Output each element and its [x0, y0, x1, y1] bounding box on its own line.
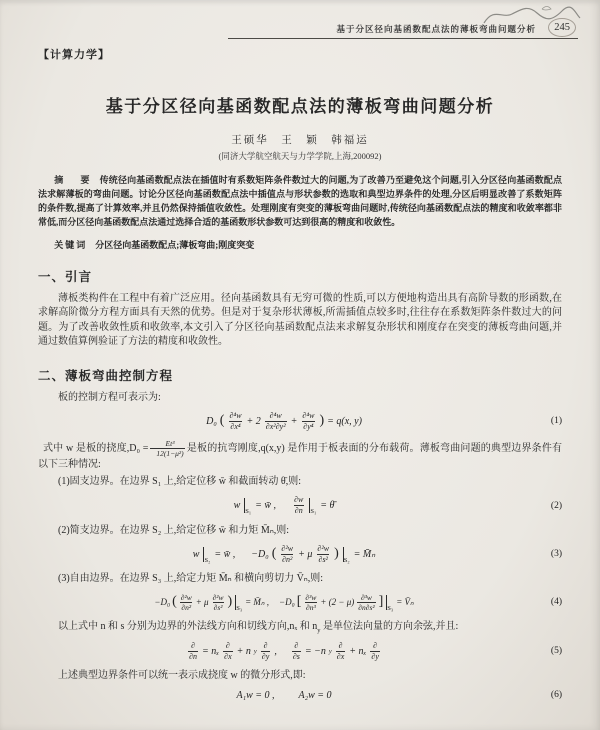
evaluated-at-bar: S₃ [386, 595, 393, 610]
fraction: $\frac{\partial w}{\partial n}$ [294, 495, 304, 516]
abstract-label: 摘 要 [54, 175, 94, 185]
equation-2: w $_{S_1}$ = w̄ , $\frac{\partial w}{\partial n}$ $_{S_1}$ = θ̄ (2) [233, 495, 562, 516]
field-label: 【计算力学】 [38, 49, 110, 61]
fraction: $\frac{\text{∂³w}}{\text{∂n³}}$ [305, 592, 317, 612]
authors: 王硕华 王 颖 韩福运 [231, 135, 369, 146]
paragraph-after-eq1: 式中 w 是板的挠度,D₀ = $\frac{\text{Et³}}{\text{12(1−μ²)}}$ 是板的抗弯刚度,q(x,y) 是作用于板表面的分布载荷。薄板弯曲问题的典型边界条件有以下三种情况: [38, 439, 562, 471]
open-paren: ( [271, 546, 277, 562]
section-2-intro: 板的控制方程可表示为: [58, 391, 161, 403]
fraction: $\frac{\text{∂²w}}{\text{∂s²}}$ [212, 592, 224, 612]
equation-number: (3) [550, 549, 562, 560]
boundary-condition-3: (3)自由边界。在边界 S₃ 上,给定力矩 M̄ₙ 和横向剪切力 V̄ₙ,则: [58, 573, 324, 585]
fraction: $\frac{\partial}{\partial y}$ [371, 641, 379, 661]
running-head: 基于分区径向基函数配点法的薄板弯曲问题分析 [336, 24, 536, 34]
fraction: $\frac{\text{∂⁴w}}{\text{∂x²∂y²}}$ [265, 411, 286, 431]
evaluated-at-bar: S₁ [309, 498, 316, 513]
equation-number: (1) [550, 416, 562, 427]
close-paren: ) [227, 594, 233, 610]
affiliation: (同济大学航空航天与力学学院,上海,200092) [218, 151, 382, 161]
fraction: $\frac{\partial}{\partial x}$ [336, 641, 345, 661]
evaluated-at-bar: S₂ [343, 547, 350, 562]
equation-4: −D₀ ( $\frac{\text{∂²w}}{\text{∂n²}}$ + μ $\frac{\text{∂²w}}{\text{∂s²}}$ ) $_{S_3}$ = M̄ₙ , −D₀ [ $\frac{\text{∂³w}}{\text{∂n³}}$ + (2 − μ) $\frac{\text{∂³w}}{\text{∂n∂s²}}$ ] $_{S_3}$ = V̄ₙ (4) [154, 592, 562, 612]
keywords-text: 分区径向基函数配点;薄板弯曲;刚度突变 [95, 239, 255, 250]
open-paren: ( [172, 594, 177, 610]
equation-number: (5) [550, 646, 562, 657]
close-paren: ) [334, 546, 339, 562]
open-paren: ( [219, 413, 225, 429]
equation-6: A₁w = 0 , A₂w = 0 (6) [236, 689, 562, 701]
abstract-text: 传统径向基函数配点法在插值时有系数矩阵条件数过大的问题,为了改善乃至避免这个问题,引入分区径向基函数配点法求解薄板的弯曲问题。讨论分区径向基函数配点法中插值点与形状参数的选取和典型边界条件的处理,分区后明显改善了系数矩阵的条件数,提高了计算效率,并且仍然保持插值收敛性。处理刚度有突变的薄板弯曲问题时,传统径向基函数配点法的精度和收敛率都非常低,而分区径向基函数配点法通过选择合适的基函数形状参数可达到很高的精度和收敛性。 [38, 175, 562, 227]
fraction: $\frac{\partial}{\partial n}$ [189, 641, 198, 661]
boundary-condition-2: (2)简支边界。在边界 S₂ 上,给定位移 w̄ 和力矩 M̄ₙ,则: [58, 524, 290, 536]
section-1-heading: 一、引言 [38, 269, 93, 284]
evaluated-at-bar: S₃ [235, 595, 242, 610]
abstract [38, 174, 562, 230]
inline-fraction: $\frac{\text{Et³}}{\text{12(1−μ²)}}$ [150, 439, 184, 458]
boundary-condition-1: (1)固支边界。在边界 S₁ 上,给定位移 w̄ 和截面转动 θ̄,则: [58, 475, 301, 487]
section-2-heading: 二、薄板弯曲控制方程 [38, 368, 174, 383]
fraction: $\frac{\text{∂²w}}{\text{∂n²}}$ [180, 592, 192, 612]
article-title: 基于分区径向基函数配点法的薄板弯曲问题分析 [105, 97, 495, 116]
fraction: $\frac{\partial}{\partial y}$ [261, 641, 270, 661]
fraction: $\frac{\text{∂²w}}{\text{∂n²}}$ [281, 544, 294, 564]
fraction: $\frac{\text{∂⁴w}}{\text{∂y⁴}}$ [302, 411, 315, 431]
fraction: $\frac{\partial}{\partial x}$ [224, 641, 232, 661]
equation-5: $\frac{\partial}{\partial n}$ = nₓ $\frac{\partial}{\partial x}$ + n y $\frac{\partial}{\partial y}$ , $\frac{\partial}{\partial s}$ = −n y $\frac{\partial}{\partial x}$ + nₓ $\frac{\partial}{\partial y}$ (5) [189, 641, 562, 661]
keywords [38, 238, 562, 251]
page-number: 245 [548, 18, 576, 37]
close-paren: ) [319, 413, 325, 429]
keywords-label: 关键词 [54, 239, 88, 250]
fraction: $\frac{\text{∂³w}}{\text{∂n∂s²}}$ [358, 592, 375, 612]
evaluated-at-bar: S₁ [244, 498, 251, 513]
paragraph-normals: 以上式中 n 和 s 分别为边界的外法线方向和切线方向,nₓ 和 $n_y$ 是单位法向量的方向余弦,并且: [58, 620, 459, 634]
equation-number: (2) [550, 500, 562, 511]
open-bracket: [ [296, 594, 302, 610]
header-rule [228, 38, 578, 39]
equation-1: D₀ ( $\frac{\text{∂⁴w}}{\text{∂x⁴}}$ + 2 $\frac{\text{∂⁴w}}{\text{∂x²∂y²}}$ + $\frac{\text{∂⁴w}}{\text{∂y⁴}}$ ) = q(x, y) (1) [206, 411, 562, 431]
paragraph-unified: 上述典型边界条件可以统一表示成挠度 w 的微分形式,即: [58, 670, 306, 682]
fraction: $\frac{\partial}{\partial s}$ [292, 641, 300, 661]
article-content [38, 46, 562, 709]
fraction: $\frac{\text{∂⁴w}}{\text{∂x⁴}}$ [229, 411, 242, 431]
fraction: $\frac{\text{∂²w}}{\text{∂s²}}$ [317, 544, 330, 564]
section-1-paragraph: 薄板类构件在工程中有着广泛应用。径向基函数具有无穷可微的性质,可以方便地构造出具有高阶导数的形函数,在求解高阶微分方程方面具有天然的优势。但是对于复杂形状薄板,所需插值点较多时,往往存在系数矩阵条件数过大的问题。为了改善收敛性质和收敛率,本文引入了分区径向基函数配点法来求解复杂形状和刚度存在突变的薄板弯曲问题,并通过数值算例验证了方法的精度和收敛性。 [38, 292, 562, 348]
equation-number: (4) [550, 597, 562, 608]
close-bracket: ] [378, 594, 384, 610]
equation-3: w $_{S_2}$ = w̄ , −D₀ ( $\frac{\text{∂²w}}{\text{∂n²}}$ + μ $\frac{\text{∂²w}}{\text{∂s²}}$ ) $_{S_2}$ = M̄ₙ (3) [192, 544, 562, 564]
evaluated-at-bar: S₂ [203, 547, 210, 562]
equation-number: (6) [550, 690, 562, 701]
